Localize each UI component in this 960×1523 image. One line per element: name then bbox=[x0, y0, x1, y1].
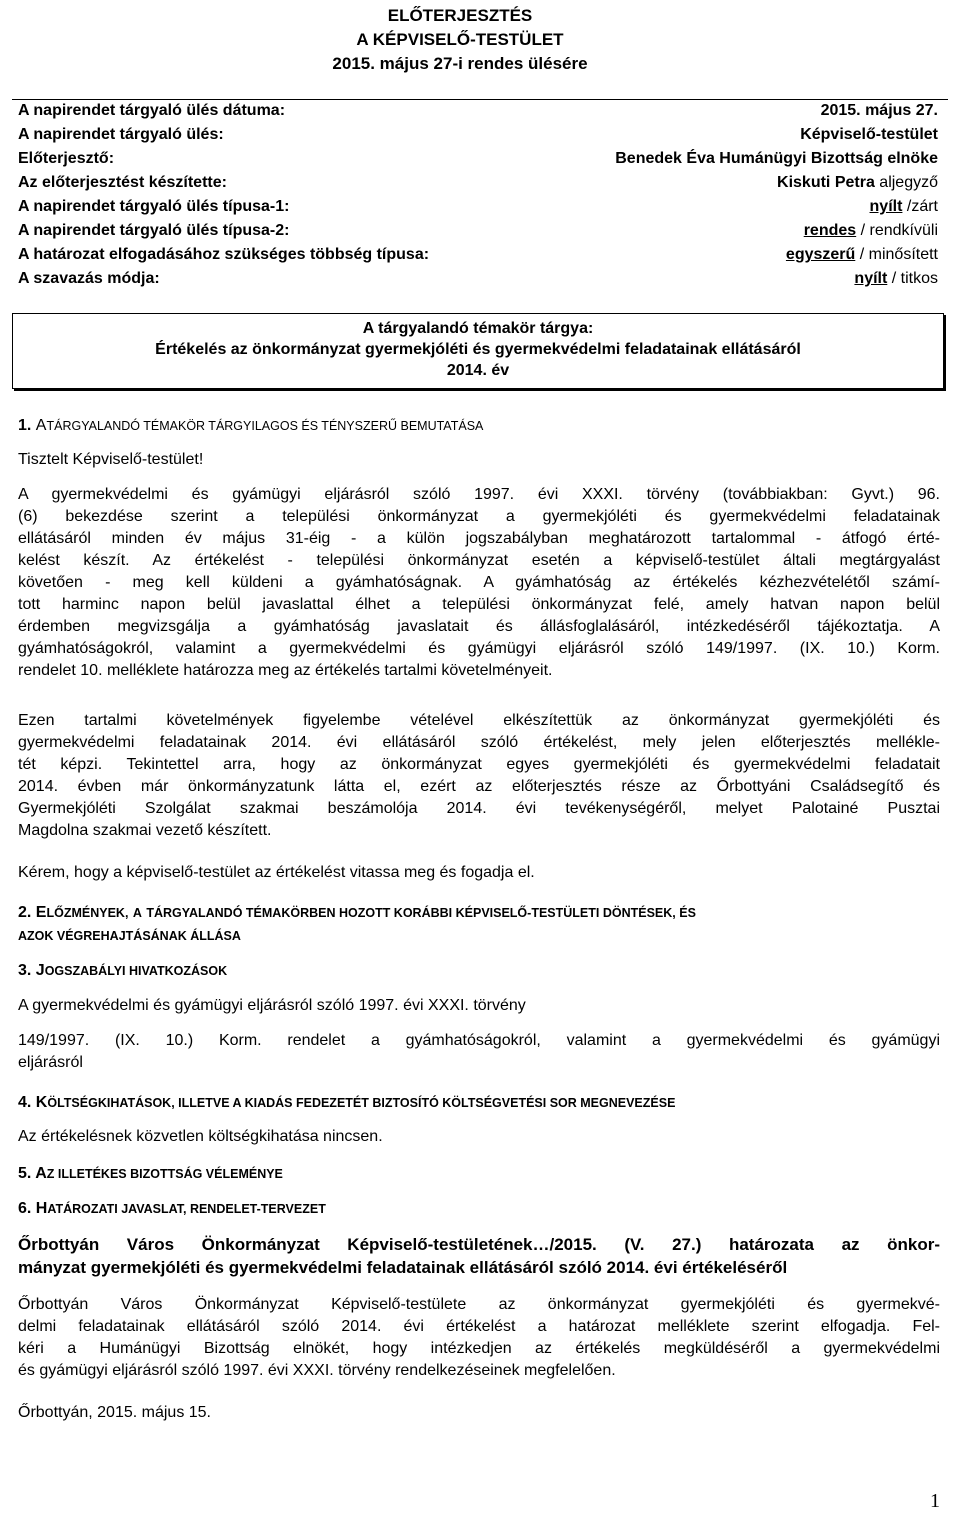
meta-presenter-label: Előterjesztő: bbox=[18, 150, 115, 167]
meta-author-name: Kiskuti Petra bbox=[777, 174, 875, 191]
meta-type2-selected: rendes bbox=[803, 222, 857, 239]
meta-type1-row bbox=[18, 195, 938, 219]
meta-vote-selected: nyílt bbox=[854, 270, 888, 287]
section-4-initial: K bbox=[35, 1094, 48, 1111]
meta-date-label: A napirendet tárgyaló ülés dátuma: bbox=[18, 102, 286, 119]
meta-author-row bbox=[18, 171, 938, 195]
meta-majority-value bbox=[786, 243, 938, 267]
resolution-title-line: mányzat gyermekjóléti és gyermekvédelmi feladatainak ellátásáról szóló 2014. évi értékeléséről bbox=[18, 1258, 788, 1277]
section-6-heading bbox=[18, 1198, 940, 1220]
section-1-paragraph-3: Kérem, hogy a képviselő-testület az értékelést vitassa meg és fogadja el. bbox=[18, 864, 535, 881]
resolution-title-line: Őrbottyán Város Önkormányzat Képviselő-testületének…/2015. (V. 27.) határozata az önkor- bbox=[18, 1235, 940, 1254]
section-1-number: 1. bbox=[18, 417, 32, 434]
meta-majority-selected: egyszerű bbox=[785, 246, 856, 263]
paragraph-line: érdemben megvizsgálja a gyámhatóság javaslatait és állásfoglalásáról, intézkedéséről tájékoztatja. A bbox=[18, 618, 940, 635]
meta-body-value: Képviselő-testület bbox=[800, 126, 938, 143]
section-2-heading bbox=[18, 902, 940, 924]
section-1-initial: A bbox=[35, 417, 47, 434]
meta-author-label: Az előterjesztést készítette: bbox=[18, 174, 227, 191]
document-subtitle-session: 2015. május 27-i rendes ülésére bbox=[332, 54, 588, 73]
section-3-heading bbox=[18, 960, 940, 982]
paragraph-line: 2014. évben már önkormányzatunk látta el, ezért az előterjesztés része az Őrbottyáni Családsegítő és bbox=[18, 778, 940, 795]
document-title: ELŐTERJESZTÉS bbox=[387, 6, 533, 25]
meta-type1-value bbox=[870, 195, 938, 219]
meta-body-row bbox=[18, 123, 938, 147]
meta-majority-row bbox=[18, 243, 938, 267]
section-4-number: 4. bbox=[18, 1094, 32, 1111]
paragraph-line: (6) bekezdése szerint a települési önkormányzat a gyermekjóléti és gyermekvédelmi feladatainak bbox=[18, 508, 940, 525]
section-4-title: ÖLTSÉGKIHATÁSOK, ILLETVE A KIADÁS FEDEZETÉT BIZTOSÍTÓ KÖLTSÉGVETÉSI SOR MEGNEVEZÉSE bbox=[47, 1096, 676, 1110]
paragraph-line: tét képzi. Tekintettel arra, hogy az önkormányzat egyes gyermekjóléti és gyermekvédelmi feladatait bbox=[18, 756, 940, 773]
meta-type1-other: /zárt bbox=[906, 198, 938, 215]
section-1-paragraph-2 bbox=[18, 710, 940, 842]
salutation: Tisztelt Képviselő-testület! bbox=[18, 451, 204, 468]
legal-reference-2 bbox=[18, 1030, 940, 1074]
section-5-initial: A bbox=[35, 1165, 47, 1182]
topic-box bbox=[12, 313, 944, 389]
topic-label: A tárgyalandó témakör tárgya: bbox=[362, 320, 594, 337]
topic-title-line1: Értékelés az önkormányzat gyermekjóléti és gyermekvédelmi feladatainak ellátásáról bbox=[155, 341, 801, 358]
meta-date-row bbox=[18, 99, 938, 123]
section-1-heading bbox=[18, 415, 940, 437]
meta-presenter-value: Benedek Éva Humánügyi Bizottság elnöke bbox=[615, 150, 938, 167]
section-2-title-part-3: AZOK VÉGREHAJTÁSÁNAK ÁLLÁSA bbox=[18, 929, 241, 943]
section-6-number: 6. bbox=[18, 1200, 32, 1217]
paragraph-line: Ezen tartalmi követelmények figyelembe vételével elkészítettük az önkormányzat gyermekjóléti és bbox=[18, 712, 940, 729]
section-5-title: Z ILLETÉKES BIZOTTSÁG VÉLEMÉNYE bbox=[46, 1167, 283, 1181]
paragraph-line: 149/1997. (IX. 10.) Korm. rendelet a gyámhatóságokról, valamint a gyermekvédelmi és gyámügyi bbox=[18, 1032, 940, 1049]
legal-reference-1: A gyermekvédelmi és gyámügyi eljárásról szóló 1997. évi XXXI. törvény bbox=[18, 997, 526, 1014]
section-2-title-part-2: TÁRGYALANDÓ TÉMAKÖRBEN HOZOTT KORÁBBI KÉPVISELŐ-TESTÜLETI DÖNTÉSEK, ÉS bbox=[146, 906, 696, 920]
paragraph-line: ellátásáról minden év május 31-éig - a külön jogszabályban meghatározott tartalommal - átfogó érté- bbox=[18, 530, 940, 547]
resolution-title bbox=[18, 1233, 940, 1279]
paragraph-line: eljárásról bbox=[18, 1054, 83, 1071]
section-2-initial-2: A bbox=[132, 906, 142, 920]
meta-type1-label: A napirendet tárgyaló ülés típusa-1: bbox=[18, 198, 290, 215]
topic-title-line2: 2014. év bbox=[446, 362, 510, 379]
meta-majority-label: A határozat elfogadásához szükséges többség típusa: bbox=[18, 246, 430, 263]
resolution-body bbox=[18, 1294, 940, 1382]
meta-vote-label: A szavazás módja: bbox=[18, 270, 160, 287]
paragraph-line: és gyámügyi eljárásról szóló 1997. évi XXXI. törvény rendelkezéseinek megfelelően. bbox=[18, 1362, 616, 1379]
section-2-number: 2. bbox=[18, 904, 32, 921]
section-3-title: OGSZABÁLYI HIVATKOZÁSOK bbox=[44, 964, 228, 978]
meta-majority-other: / minősített bbox=[859, 246, 938, 263]
section-2-initial-1: E bbox=[35, 904, 47, 921]
paragraph-line: gyámhatóságokról, valamint a gyermekvédelmi és gyámügyi eljárásról szóló 149/1997. (IX. 10.) Korm. bbox=[18, 640, 940, 657]
meta-author-role: aljegyző bbox=[879, 174, 938, 191]
paragraph-line: delmi feladatainak ellátásáról szóló 2014. évi értékelést a határozat melléklete szerint elfogadja. Fel- bbox=[18, 1318, 940, 1335]
meta-type2-value bbox=[804, 219, 938, 243]
meta-vote-other: / titkos bbox=[891, 270, 938, 287]
paragraph-line: kéri a Humánügyi Bizottság elnökét, hogy intézkedjen az értékelés megküldéséről a gyermekvédelmi bbox=[18, 1340, 940, 1357]
meta-type1-selected: nyílt bbox=[869, 198, 903, 215]
meta-author-value bbox=[777, 171, 938, 195]
section-6-initial: H bbox=[35, 1200, 48, 1217]
meta-body-label: A napirendet tárgyaló ülés: bbox=[18, 126, 224, 143]
paragraph-line: kelést készít. Az értékelést - települési önkormányzat esetén a képviselő-testület általi megtárgyalást bbox=[18, 552, 940, 569]
paragraph-line: Magdolna szakmai vezető készített. bbox=[18, 822, 272, 839]
section-4-text: Az értékelésnek közvetlen költségkihatása nincsen. bbox=[18, 1128, 383, 1145]
section-2-heading-line2 bbox=[18, 925, 940, 947]
section-2-title-part-1: LŐZMÉNYEK, bbox=[46, 906, 129, 920]
section-1-title: TÁRGYALANDÓ TÉMAKÖR TÁRGYILAGOS ÉS TÉNYSZERŰ BEMUTATÁSA bbox=[46, 419, 484, 433]
meta-presenter-row bbox=[18, 147, 938, 171]
section-3-number: 3. bbox=[18, 962, 32, 979]
section-6-title: ATÁROZATI JAVASLAT, RENDELET-TERVEZET bbox=[47, 1202, 326, 1216]
paragraph-line: gyermekvédelmi feladatainak 2014. évi ellátásáról szóló értékelést, mely jelen előterjesztés mellékle- bbox=[18, 734, 940, 751]
meta-type2-other: / rendkívüli bbox=[860, 222, 938, 239]
paragraph-line: rendelet 10. melléklete határozza meg az értékelés tartalmi követelményeit. bbox=[18, 662, 553, 679]
section-5-heading bbox=[18, 1163, 940, 1185]
meta-vote-row bbox=[18, 267, 938, 291]
meta-type2-row bbox=[18, 219, 938, 243]
place-and-date: Őrbottyán, 2015. május 15. bbox=[18, 1404, 211, 1421]
paragraph-line: követően - meg kell küldeni a gyámhatóságnak. A gyámhatóság az értékelés kézhezvételétől számí- bbox=[18, 574, 940, 591]
meta-vote-value bbox=[854, 267, 938, 291]
paragraph-line: Gyermekjóléti Szolgálat szakmai beszámolója 2014. évi tevékenységéről, melyet Palotainé Pusztai bbox=[18, 800, 940, 817]
section-5-number: 5. bbox=[18, 1165, 32, 1182]
section-4-heading bbox=[18, 1092, 940, 1114]
section-3-initial: J bbox=[35, 962, 45, 979]
paragraph-line: Őrbottyán Város Önkormányzat Képviselő-testülete az önkormányzat gyermekjóléti és gyermekvé- bbox=[18, 1296, 940, 1313]
section-1-paragraph-1 bbox=[18, 484, 940, 682]
paragraph-line: tott harminc napon belül javaslattal élhet a települési önkormányzat felé, amely hatvan napon belül bbox=[18, 596, 940, 613]
paragraph-line: A gyermekvédelmi és gyámügyi eljárásról szóló 1997. évi XXXI. törvény (továbbiakban: Gyvt.) 96. bbox=[18, 486, 940, 503]
document-subtitle-body: A KÉPVISELŐ-TESTÜLET bbox=[356, 30, 564, 49]
meta-type2-label: A napirendet tárgyaló ülés típusa-2: bbox=[18, 222, 290, 239]
meta-date-value: 2015. május 27. bbox=[820, 102, 938, 119]
page-number: 1 bbox=[930, 1490, 940, 1512]
